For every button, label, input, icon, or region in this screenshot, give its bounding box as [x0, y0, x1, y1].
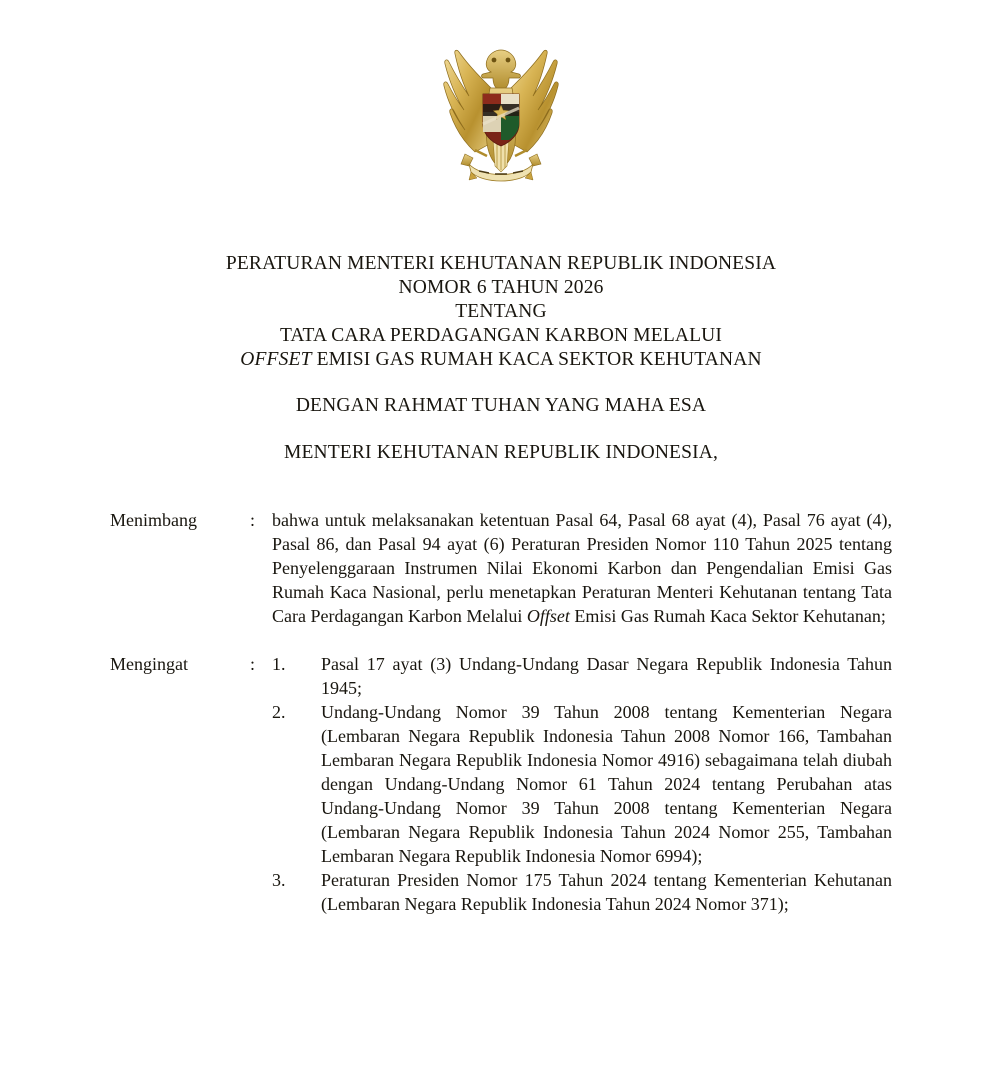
list-item-text: Pasal 17 ayat (3) Undang-Undang Dasar Negara Republik Indonesia Tahun 1945; — [321, 654, 892, 698]
menimbang-text-part2: Emisi Gas Rumah Kaca Sektor Kehutanan; — [569, 606, 886, 626]
title-subject-rest: EMISI GAS RUMAH KACA SEKTOR KEHUTANAN — [311, 349, 762, 370]
authority-line: MENTERI KEHUTANAN REPUBLIK INDONESIA, — [283, 442, 719, 463]
menimbang-paragraph — [272, 508, 892, 628]
garuda-pancasila-emblem — [435, 32, 567, 188]
list-item-marker: 1. — [272, 654, 286, 674]
menimbang-offset-italic: Offset — [526, 606, 570, 626]
list-item-text: Undang-Undang Nomor 39 Tahun 2008 tentang Kementerian Negara (Lembaran Negara Republik Indonesia Tahun 2008 Nomor 166, Tambahan Lembaran Negara Republik Indonesia Nomor 4916) sebagaimana telah diubah dengan Undang-Undang Nomor 61 Tahun 2024 tentang Perubahan atas Undang-Undang Nomor 39 Tahun 2008 tentang Kementerian Negara (Lembaran Negara Republik Indonesia Tahun 2024 Nomor 255, Tambahan Lembaran Negara Republik Indonesia Nomor 6994); — [321, 702, 892, 866]
menimbang-text-part1: bahwa untuk melaksanakan ketentuan Pasal 64, Pasal 68 ayat (4), Pasal 76 ayat (4), Pasal 86, dan Pasal 94 ayat (6) Peraturan Presiden Nomor 110 Tahun 2025 tentang Penyelenggaraan Instrumen Nilai Ekonomi Karbon dan Pengendalian Emisi Gas Rumah Kaca Nasional, perlu menetapkan Peraturan Menteri Kehutanan tentang Tata Cara Perdagangan Karbon Melalui — [272, 510, 892, 626]
title-line-subject-2 — [0, 348, 1002, 372]
list-item — [272, 868, 892, 916]
clause-label-menimbang: Menimbang — [110, 510, 197, 530]
list-item — [272, 700, 892, 868]
list-item — [272, 652, 892, 700]
title-line-subject-1: TATA CARA PERDAGANGAN KARBON MELALUI — [279, 325, 723, 346]
title-line-regulation: PERATURAN MENTERI KEHUTANAN REPUBLIK INDONESIA — [225, 253, 777, 274]
document-subtitle-block — [0, 394, 1002, 465]
clause-body-menimbang — [272, 508, 892, 628]
list-item-marker: 2. — [272, 702, 286, 722]
clauses-container — [110, 508, 892, 916]
subtitle-spacer — [0, 418, 1002, 441]
clause-body-mengingat — [272, 652, 892, 916]
emblem-container — [0, 32, 1002, 192]
list-item-marker: 3. — [272, 870, 286, 890]
document-title-block — [0, 252, 1002, 372]
title-line-number: NOMOR 6 TAHUN 2026 — [398, 277, 604, 298]
blessing-line: DENGAN RAHMAT TUHAN YANG MAHA ESA — [295, 395, 707, 416]
clause-mengingat — [110, 652, 892, 916]
clause-label-mengingat: Mengingat — [110, 654, 188, 674]
mengingat-list — [272, 652, 892, 916]
title-offset-italic: OFFSET — [240, 349, 312, 370]
title-line-tentang: TENTANG — [455, 301, 547, 322]
clause-colon-mengingat: : — [250, 654, 256, 674]
clause-colon-menimbang: : — [250, 510, 256, 530]
clause-menimbang — [110, 508, 892, 628]
list-item-text: Peraturan Presiden Nomor 175 Tahun 2024 tentang Kementerian Kehutanan (Lembaran Negara Republik Indonesia Tahun 2024 Nomor 371); — [321, 870, 892, 914]
